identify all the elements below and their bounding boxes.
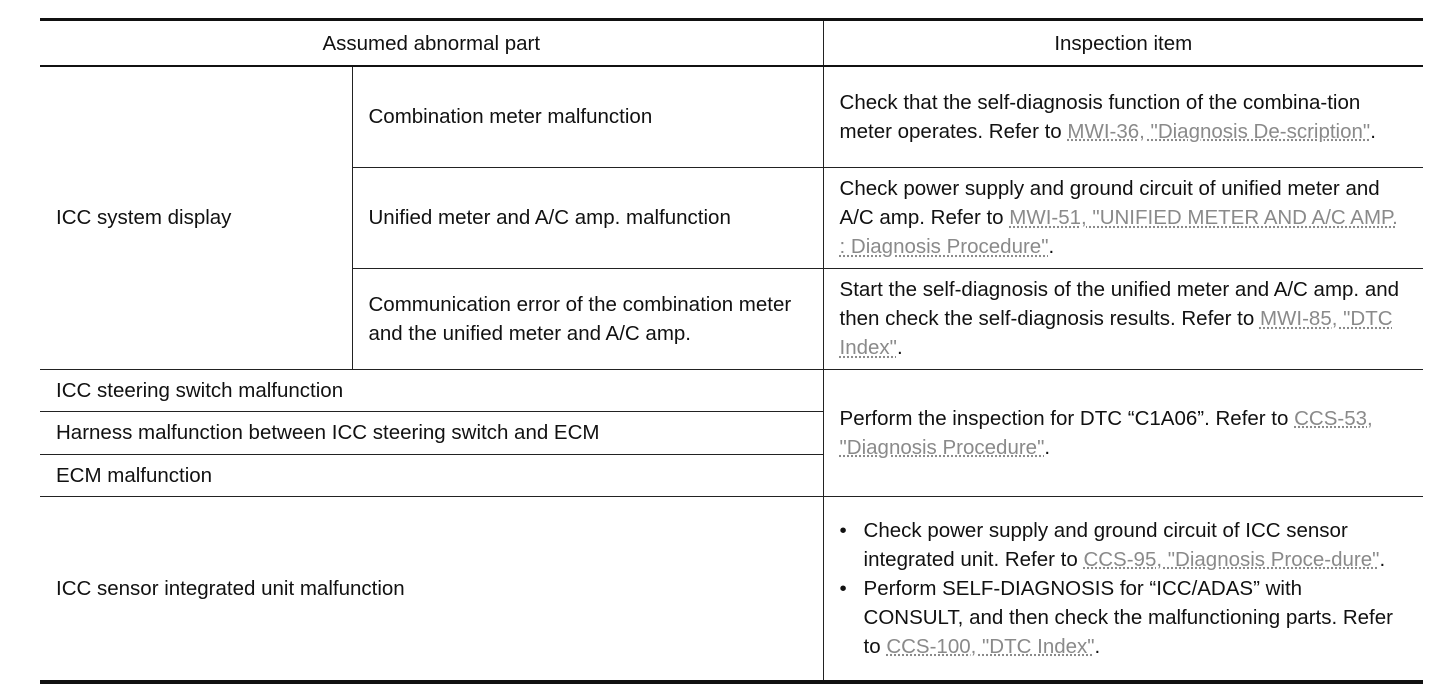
unified-meter-inspection bbox=[823, 167, 1423, 268]
communication-error-inspection bbox=[823, 268, 1423, 369]
combination-meter-inspection bbox=[823, 66, 1423, 167]
reference-link-mwi-36[interactable]: MWI-36, "Diagnosis De-scription" bbox=[1067, 119, 1371, 143]
inspection-text-end: . bbox=[1094, 634, 1101, 658]
inspection-text: Start the self-diagnosis of the unified meter and A/C amp. and then check the self-diagnosis results. Refer to bbox=[839, 278, 1400, 330]
inspection-text-end: . bbox=[1048, 235, 1055, 258]
reference-link-mwi-51[interactable]: MWI-51, "UNIFIED METER AND A/C AMP. : Diagnosis Procedure" bbox=[839, 206, 1398, 258]
table-row bbox=[40, 66, 1423, 167]
harness-part: Harness malfunction between ICC steering switch and ECM bbox=[40, 411, 823, 454]
inspection-text-end: . bbox=[1044, 435, 1051, 459]
list-item bbox=[840, 574, 1408, 661]
table-row bbox=[40, 369, 1423, 411]
inspection-text-end: . bbox=[1370, 119, 1376, 143]
sensor-unit-part: ICC sensor integrated unit malfunction bbox=[40, 496, 823, 682]
communication-error-part: Communication error of the combination meter and the unified meter and A/C amp. bbox=[352, 268, 823, 369]
table-row bbox=[40, 496, 1423, 682]
inspection-text: Check power supply and ground circuit of unified meter and A/C amp. Refer to bbox=[839, 177, 1380, 229]
inspection-text-end: . bbox=[1379, 547, 1386, 571]
unified-meter-part: Unified meter and A/C amp. malfunction bbox=[352, 167, 823, 268]
inspection-text: Check that the self-diagnosis function of the combina-tion meter operates. Refer to bbox=[839, 90, 1361, 143]
list-item bbox=[840, 516, 1408, 574]
reference-link-mwi-85[interactable]: MWI-85, "DTC Index" bbox=[839, 307, 1393, 359]
header-row bbox=[40, 20, 1423, 67]
header-inspection-item: Inspection item bbox=[823, 20, 1423, 67]
bullet-icon: • bbox=[839, 518, 847, 542]
reference-link-ccs-53[interactable]: CCS-53, "Diagnosis Procedure" bbox=[839, 406, 1373, 459]
reference-link-ccs-95[interactable]: CCS-95, "Diagnosis Proce-dure" bbox=[1083, 547, 1380, 571]
sensor-unit-inspection bbox=[823, 496, 1423, 682]
reference-link-ccs-100[interactable]: CCS-100, "DTC Index" bbox=[886, 634, 1095, 658]
inspection-text: Perform SELF-DIAGNOSIS for “ICC/ADAS” with CONSULT, and then check the malfunctioning parts. Refer to bbox=[863, 576, 1393, 658]
icc-system-display-cell: ICC system display bbox=[40, 66, 352, 369]
inspection-text-end: . bbox=[896, 336, 903, 359]
header-assumed-part: Assumed abnormal part bbox=[40, 20, 823, 67]
ecm-part: ECM malfunction bbox=[40, 454, 823, 496]
bullet-list bbox=[840, 516, 1408, 661]
inspection-text: Perform the inspection for DTC “C1A06”. Refer to bbox=[839, 406, 1295, 430]
inspection-text: Check power supply and ground circuit of ICC sensor integrated unit. Refer to bbox=[863, 518, 1348, 571]
combination-meter-part: Combination meter malfunction bbox=[352, 66, 823, 167]
steering-switch-part: ICC steering switch malfunction bbox=[40, 369, 823, 411]
dtc-c1a06-inspection bbox=[823, 369, 1423, 496]
bullet-icon: • bbox=[839, 576, 847, 600]
inspection-table bbox=[40, 18, 1423, 684]
